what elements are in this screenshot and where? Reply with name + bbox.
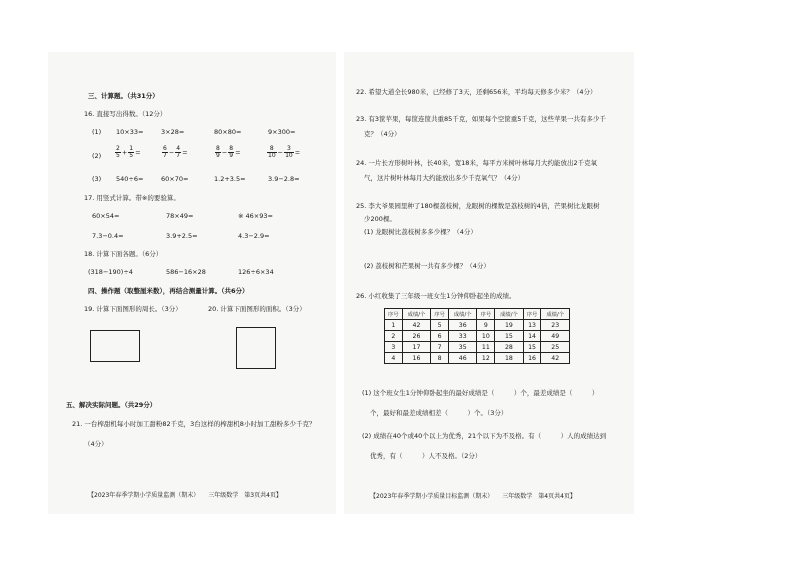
table-cell: 46 <box>448 353 477 364</box>
q16-row1-item: 80×80= <box>214 128 242 136</box>
right-footer: 【2023年春季学期小学质量目标监测（期末） 三年级数学 第4页共4页】 <box>370 493 576 500</box>
q26-part1: 个，最好和最差成绩相差（ ）个。（3分） <box>370 409 508 417</box>
right-page <box>344 52 634 514</box>
table-cell: 14 <box>523 331 541 342</box>
q16-row3-item: 60×70= <box>161 175 189 183</box>
q21-text: 21. 一台榨甜机每小时加工甜粉82千克，3台这样的榨甜机8小时加工甜粉多少千克？ <box>72 420 316 428</box>
table-cell: 5 <box>431 320 449 331</box>
table-cell: 35 <box>448 342 477 353</box>
table-cell: 25 <box>541 342 570 353</box>
table-cell: 23 <box>541 320 570 331</box>
table-cell: 16 <box>523 353 541 364</box>
fraction-expression: $\frac{2}{5}$ + $\frac{1}{5}$ = <box>116 145 141 159</box>
q16-row1-item: 10×33= <box>116 128 144 136</box>
table-cell: 7 <box>431 342 449 353</box>
q16-row1-item: 3×28= <box>161 128 185 136</box>
section5-title: 五、解决实际问题。（共29分） <box>66 401 157 409</box>
fraction-expression: $\frac{8}{9}$ − $\frac{8}{9}$ = <box>216 145 241 159</box>
fraction-expression: $\frac{8}{10}$ − $\frac{3}{10}$ = <box>268 145 301 159</box>
table-cell: 49 <box>541 331 570 342</box>
section4-title: 四、操作题（取整厘米数），再结合测量计算。（共6分） <box>88 287 249 295</box>
table-cell: 11 <box>477 342 495 353</box>
q16-row3-item: 3.9−2.8= <box>268 175 300 183</box>
q26-part2: (2) 成绩在40个或40个以上为优秀，21个以下为不及格。有（ ）人的成绩达到 <box>362 432 607 440</box>
table-cell: 36 <box>448 320 477 331</box>
q25-text: 少200棵。 <box>364 215 396 223</box>
q17-title: 17. 用竖式计算。带※的要验算。 <box>84 194 180 202</box>
table-cell: 4 <box>385 353 403 364</box>
q20-title: 20. 计算下面图形的面积。（3分） <box>208 305 306 313</box>
table-cell: 28 <box>495 342 524 353</box>
q17-item: 60×54= <box>92 212 120 220</box>
table-cell: 19 <box>495 320 524 331</box>
q17-item: ※ 46×93= <box>238 212 273 220</box>
q16-row3-item: 540÷6= <box>116 175 144 183</box>
q17-item: 78×49= <box>166 212 194 220</box>
q18-item: (318−190)÷4 <box>88 268 133 276</box>
table-cell: 18 <box>495 353 524 364</box>
q16-row1-item: 9×300= <box>268 128 296 136</box>
q16-row2-num: (2) <box>92 152 102 160</box>
table-cell: 2 <box>385 331 403 342</box>
q18-title: 18. 计算下面各题。（6分） <box>84 250 163 258</box>
table-cell: 3 <box>385 342 403 353</box>
table-cell: 6 <box>431 331 449 342</box>
q21-score: （4分） <box>84 440 108 448</box>
table-cell: 1 <box>385 320 403 331</box>
table-cell: 42 <box>402 320 431 331</box>
table-cell: 12 <box>477 353 495 364</box>
q25-text: 25. 李大爷果园里种了180棵荔枝树，龙眼树的棵数是荔枝树的4倍，芒果树比龙眼树 <box>356 202 600 210</box>
q16-title: 16. 直接写出得数。（12分） <box>84 110 167 118</box>
q24-text: 气，这片树叶林每月大约能放出多少千克氧气？（4分） <box>364 174 525 182</box>
q18-item: 586−16×28 <box>166 268 206 276</box>
q26-part2: 优秀，有（ ）人不及格。（2分） <box>370 452 482 460</box>
q23-text: 23. 有3筐苹果，每筐连筐共重85千克，如果每个空筐重5千克，这些苹果一共有多少千 <box>356 115 606 123</box>
table-header: 序号 <box>385 309 403 320</box>
table-header: 成绩/个 <box>448 309 477 320</box>
q22-text: 22. 希望大道全长980米，已经修了3天，还剩656米，平均每天修多少米？（4分） <box>356 88 597 96</box>
q17-item: 7.3−0.4= <box>92 232 124 240</box>
fraction-expression: $\frac{6}{7}$ − $\frac{4}{7}$ = <box>163 145 188 159</box>
table-cell: 9 <box>477 320 495 331</box>
q16-row3-num: (3) <box>92 175 102 183</box>
area-square <box>236 327 276 369</box>
table-header-row <box>385 309 570 320</box>
q17-item: 3.9+2.5= <box>166 232 198 240</box>
table-header: 成绩/个 <box>541 309 570 320</box>
q25-sub2: (2) 荔枝树和芒果树一共有多少棵？（4分） <box>364 262 490 270</box>
left-footer: 【2023年春季学期小学质量监测（期末） 三年级数学 第3页共4页】 <box>88 492 282 499</box>
table-cell: 16 <box>402 353 431 364</box>
table-row <box>385 342 570 353</box>
table-header: 成绩/个 <box>402 309 431 320</box>
q26-text: 26. 小红收集了三年级一班女生1分钟仰卧起坐的成绩。 <box>356 292 516 300</box>
table-row <box>385 331 570 342</box>
perimeter-rectangle <box>90 330 140 362</box>
left-page <box>48 52 336 514</box>
table-cell: 42 <box>541 353 570 364</box>
table-cell: 8 <box>431 353 449 364</box>
q16-row1-num: (1) <box>92 128 102 136</box>
table-header: 序号 <box>523 309 541 320</box>
table-row <box>385 320 570 331</box>
section3-title: 三、计算题。（共31分） <box>88 92 159 100</box>
table-row <box>385 353 570 364</box>
table-cell: 15 <box>495 331 524 342</box>
q17-item: 4.3−2.9= <box>238 232 270 240</box>
score-table <box>384 308 570 364</box>
table-cell: 26 <box>402 331 431 342</box>
q18-item: 126÷6×34 <box>238 268 274 276</box>
q19-title: 19. 计算下面图形的周长。（3分） <box>84 305 182 313</box>
q16-row3-item: 1.2+3.5= <box>214 175 246 183</box>
table-header: 成绩/个 <box>495 309 524 320</box>
q24-text: 24. 一片长方形树叶林，长40米，宽18米，每平方米树叶林每月大约能放出2千克氧 <box>356 159 598 167</box>
table-cell: 33 <box>448 331 477 342</box>
q25-sub1: (1) 龙眼树比荔枝树多多少棵？（4分） <box>364 228 477 236</box>
table-cell: 13 <box>523 320 541 331</box>
table-header: 序号 <box>477 309 495 320</box>
q23-text: 克？（4分） <box>364 130 401 138</box>
q26-part1: (1) 这个班女生1分钟仰卧起坐的最好成绩是（ ）个，最差成绩是（ ） <box>362 389 599 397</box>
table-header: 序号 <box>431 309 449 320</box>
table-cell: 17 <box>402 342 431 353</box>
table-cell: 15 <box>523 342 541 353</box>
table-cell: 10 <box>477 331 495 342</box>
